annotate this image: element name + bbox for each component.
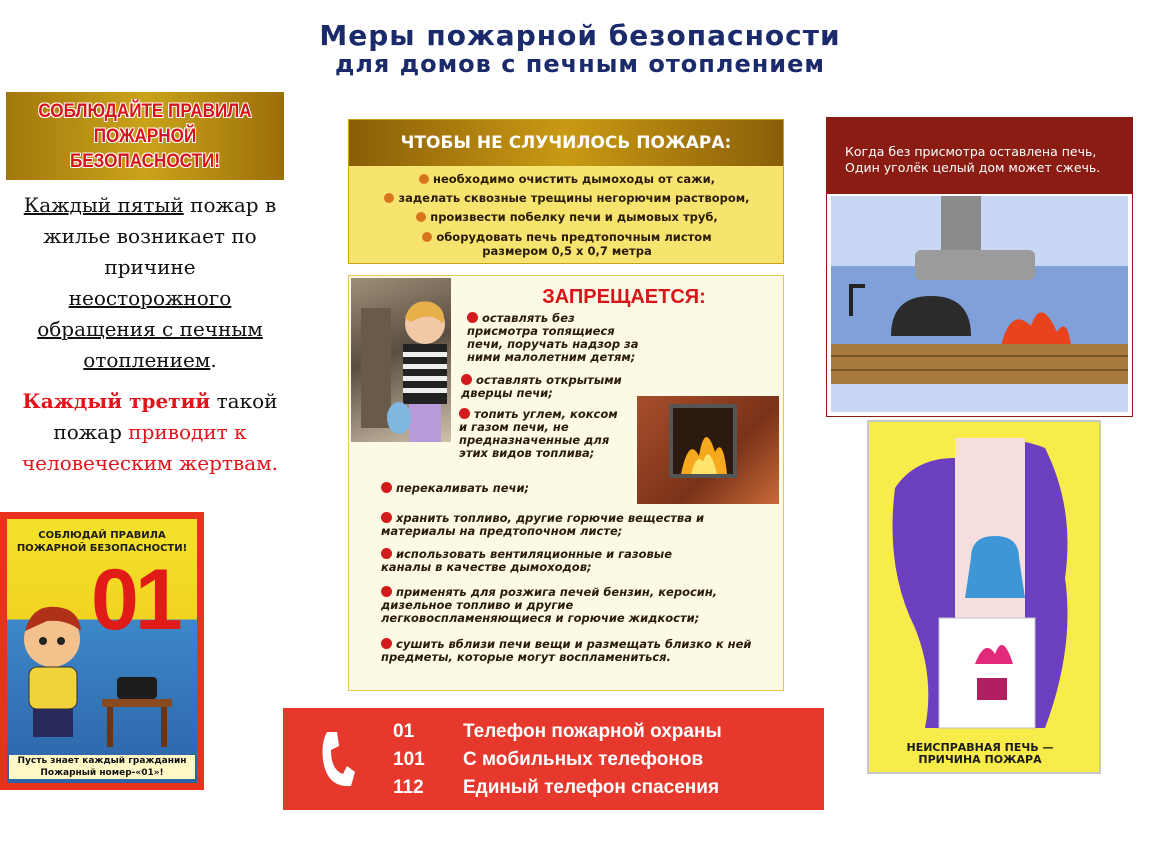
statistics-paragraph-2 [20,386,280,479]
table-leg [161,707,167,747]
prohibited-title: ЗАПРЕЩАЕТСЯ: [542,286,706,308]
caption-line-1: Когда без присмотра оставлена печь, [845,144,1097,159]
page-title [150,19,1010,78]
prevention-item-text: оборудовать печь предтопочным листом [436,230,712,244]
prohibited-item-text: использовать вентиляционные и газовые каналы в качестве дымоходов; [381,547,672,574]
child-pants [409,404,441,442]
stove-top [915,250,1035,280]
poster-01-footer [9,755,195,779]
phone-label: Телефон пожарной охраны [463,721,722,742]
phone-row [393,721,722,743]
bullet-icon [422,232,432,242]
prohibited-item-text: оставлять без присмотра топящиеся печи, поручать надзор за ними малолетним детям; [467,311,639,364]
list-item [359,244,775,258]
stove-scene [831,196,1128,412]
stripe [403,364,447,369]
list-item [461,374,661,400]
rules-banner-text [20,99,270,174]
period: . [210,348,217,372]
stove-scene-illustration [831,196,1128,412]
fifth-fire-phrase: Каждый пятый [23,193,184,217]
fire-number: 01 [91,552,179,648]
prohibited-item-text: топить углем, коксом и газом печи, не предназначенные для этих видов топлива; [459,407,618,460]
list-item [459,408,627,460]
phone-number: 101 [393,749,425,770]
floor [831,344,1128,384]
kettle-icon [965,536,1025,598]
phone-number: 112 [393,777,424,798]
such-fire-text: такой пожар [53,389,278,444]
phone-number: 01 [393,721,415,742]
phone-row [393,777,719,799]
bullet-icon [419,174,429,184]
prohibited-item-text: оставлять открытыми дверцы печи; [461,373,622,400]
prevention-item-text: заделать сквозные трещины негорючим раствором, [398,191,750,205]
caption-line-2: Один уголёк целый дом может сжечь. [845,160,1101,175]
boy-pants [33,709,73,737]
bullet-icon [381,638,392,649]
third-fire-phrase: Каждый третий [22,389,211,413]
prevention-box [348,119,784,264]
prohibited-item-text: применять для розжига печей бензин, керосин, дизельное топливо и другие легковоспламеняющиеся и горючие жидкости; [381,585,718,625]
list-item [359,208,775,227]
phone-handset-icon [317,728,357,792]
list-item [381,638,781,664]
telephone-icon [117,677,157,699]
prohibited-item-text: перекаливать печи; [396,481,530,495]
list-item [381,512,781,538]
rules-banner-line-2: ПОЖАРНОЙ БЕЗОПАСНОСТИ! [69,125,221,172]
poster-01 [0,512,204,790]
title-line-2: для домов с печным отоплением [334,50,826,78]
bullet-icon [381,586,392,597]
unattended-stove-header [827,118,1132,194]
stove-brick [977,678,1007,700]
list-item [359,189,775,208]
prevention-item-text: размером 0,5 х 0,7 метра [482,244,652,258]
bullet-icon [467,312,478,323]
list-item [381,548,711,574]
bullet-icon [381,512,392,523]
rules-banner-line-1: СОБЛЮДАЙТЕ ПРАВИЛА [38,100,252,122]
list-item [359,170,775,189]
unattended-stove-poster [826,117,1133,417]
poster-01-footer-line-1: Пусть знает каждый гражданин [17,756,187,766]
poster-01-heading-line-1: СОБЛЮДАЙ ПРАВИЛА [38,530,166,541]
list-item [359,230,775,244]
caption-line-1: НЕИСПРАВНАЯ ПЕЧЬ — [906,741,1054,754]
unattended-stove-caption [845,144,1125,176]
stove-box [939,618,1035,728]
list-item [467,312,642,364]
rules-banner [6,92,284,180]
bullet-icon [381,482,392,493]
prevention-header [349,120,783,166]
phone-label: С мобильных телефонов [463,749,704,770]
prevention-title: ЧТОБЫ НЕ СЛУЧИЛОСЬ ПОЖАРА: [400,133,732,153]
emergency-phones-banner [283,708,824,810]
bullet-icon [459,408,470,419]
phone-row [393,749,703,771]
prevention-list [359,170,775,258]
fire-cause-text: пожар в жилье возникает по причине [43,193,277,279]
title-line-1: Меры пожарной безопасности [319,19,841,52]
faulty-stove-illustration [875,428,1089,738]
boy-eye [57,637,65,645]
victims-phrase: приводит к человеческим жертвам. [21,420,279,475]
poster-01-footer-line-2: Пожарный номер-«01»! [40,768,164,778]
faulty-stove-poster [867,420,1101,774]
list-item [381,482,621,495]
careless-handling-phrase: неосторожного обращения с печным отоплением [37,286,263,372]
prohibited-item-text: хранить топливо, другие горючие вещества и материалы на предтопочном листе; [381,511,705,538]
child-photo-illustration [351,278,451,442]
prevention-item-text: необходимо очистить дымоходы от сажи, [433,172,715,186]
phone-handset-shape [323,732,356,786]
bullet-icon [416,212,426,222]
stripe [403,376,447,381]
stripe [403,352,447,357]
bottle [387,402,411,434]
prevention-item-text: произвести побелку печи и дымовых труб, [430,210,718,224]
table-top [102,699,172,707]
prohibited-box [348,275,784,691]
list-item [381,586,726,625]
stripe [403,388,447,393]
statistics-text [20,190,280,489]
boy-shirt [29,667,77,709]
faulty-stove-caption [875,742,1085,766]
poster-01-inner [7,519,197,783]
boy-eye [39,637,47,645]
open-stove-fire-photo [637,396,779,504]
phone-label: Единый телефон спасения [463,777,720,798]
bullet-icon [384,193,394,203]
statistics-paragraph-1 [20,190,280,376]
table-leg [107,707,113,747]
bullet-icon [381,548,392,559]
stove-wall [361,308,391,428]
poster-01-heading-line-2: ПОЖАРНОЙ БЕЗОПАСНОСТИ! [16,543,188,554]
prohibited-item-text: сушить вблизи печи вещи и размещать близко к ней предметы, которые могут воспламениться. [381,637,752,664]
stove-fire-illustration [637,396,779,504]
caption-line-2: ПРИЧИНА ПОЖАРА [918,753,1042,766]
bullet-icon [461,374,472,385]
child-at-stove-photo [351,278,451,442]
